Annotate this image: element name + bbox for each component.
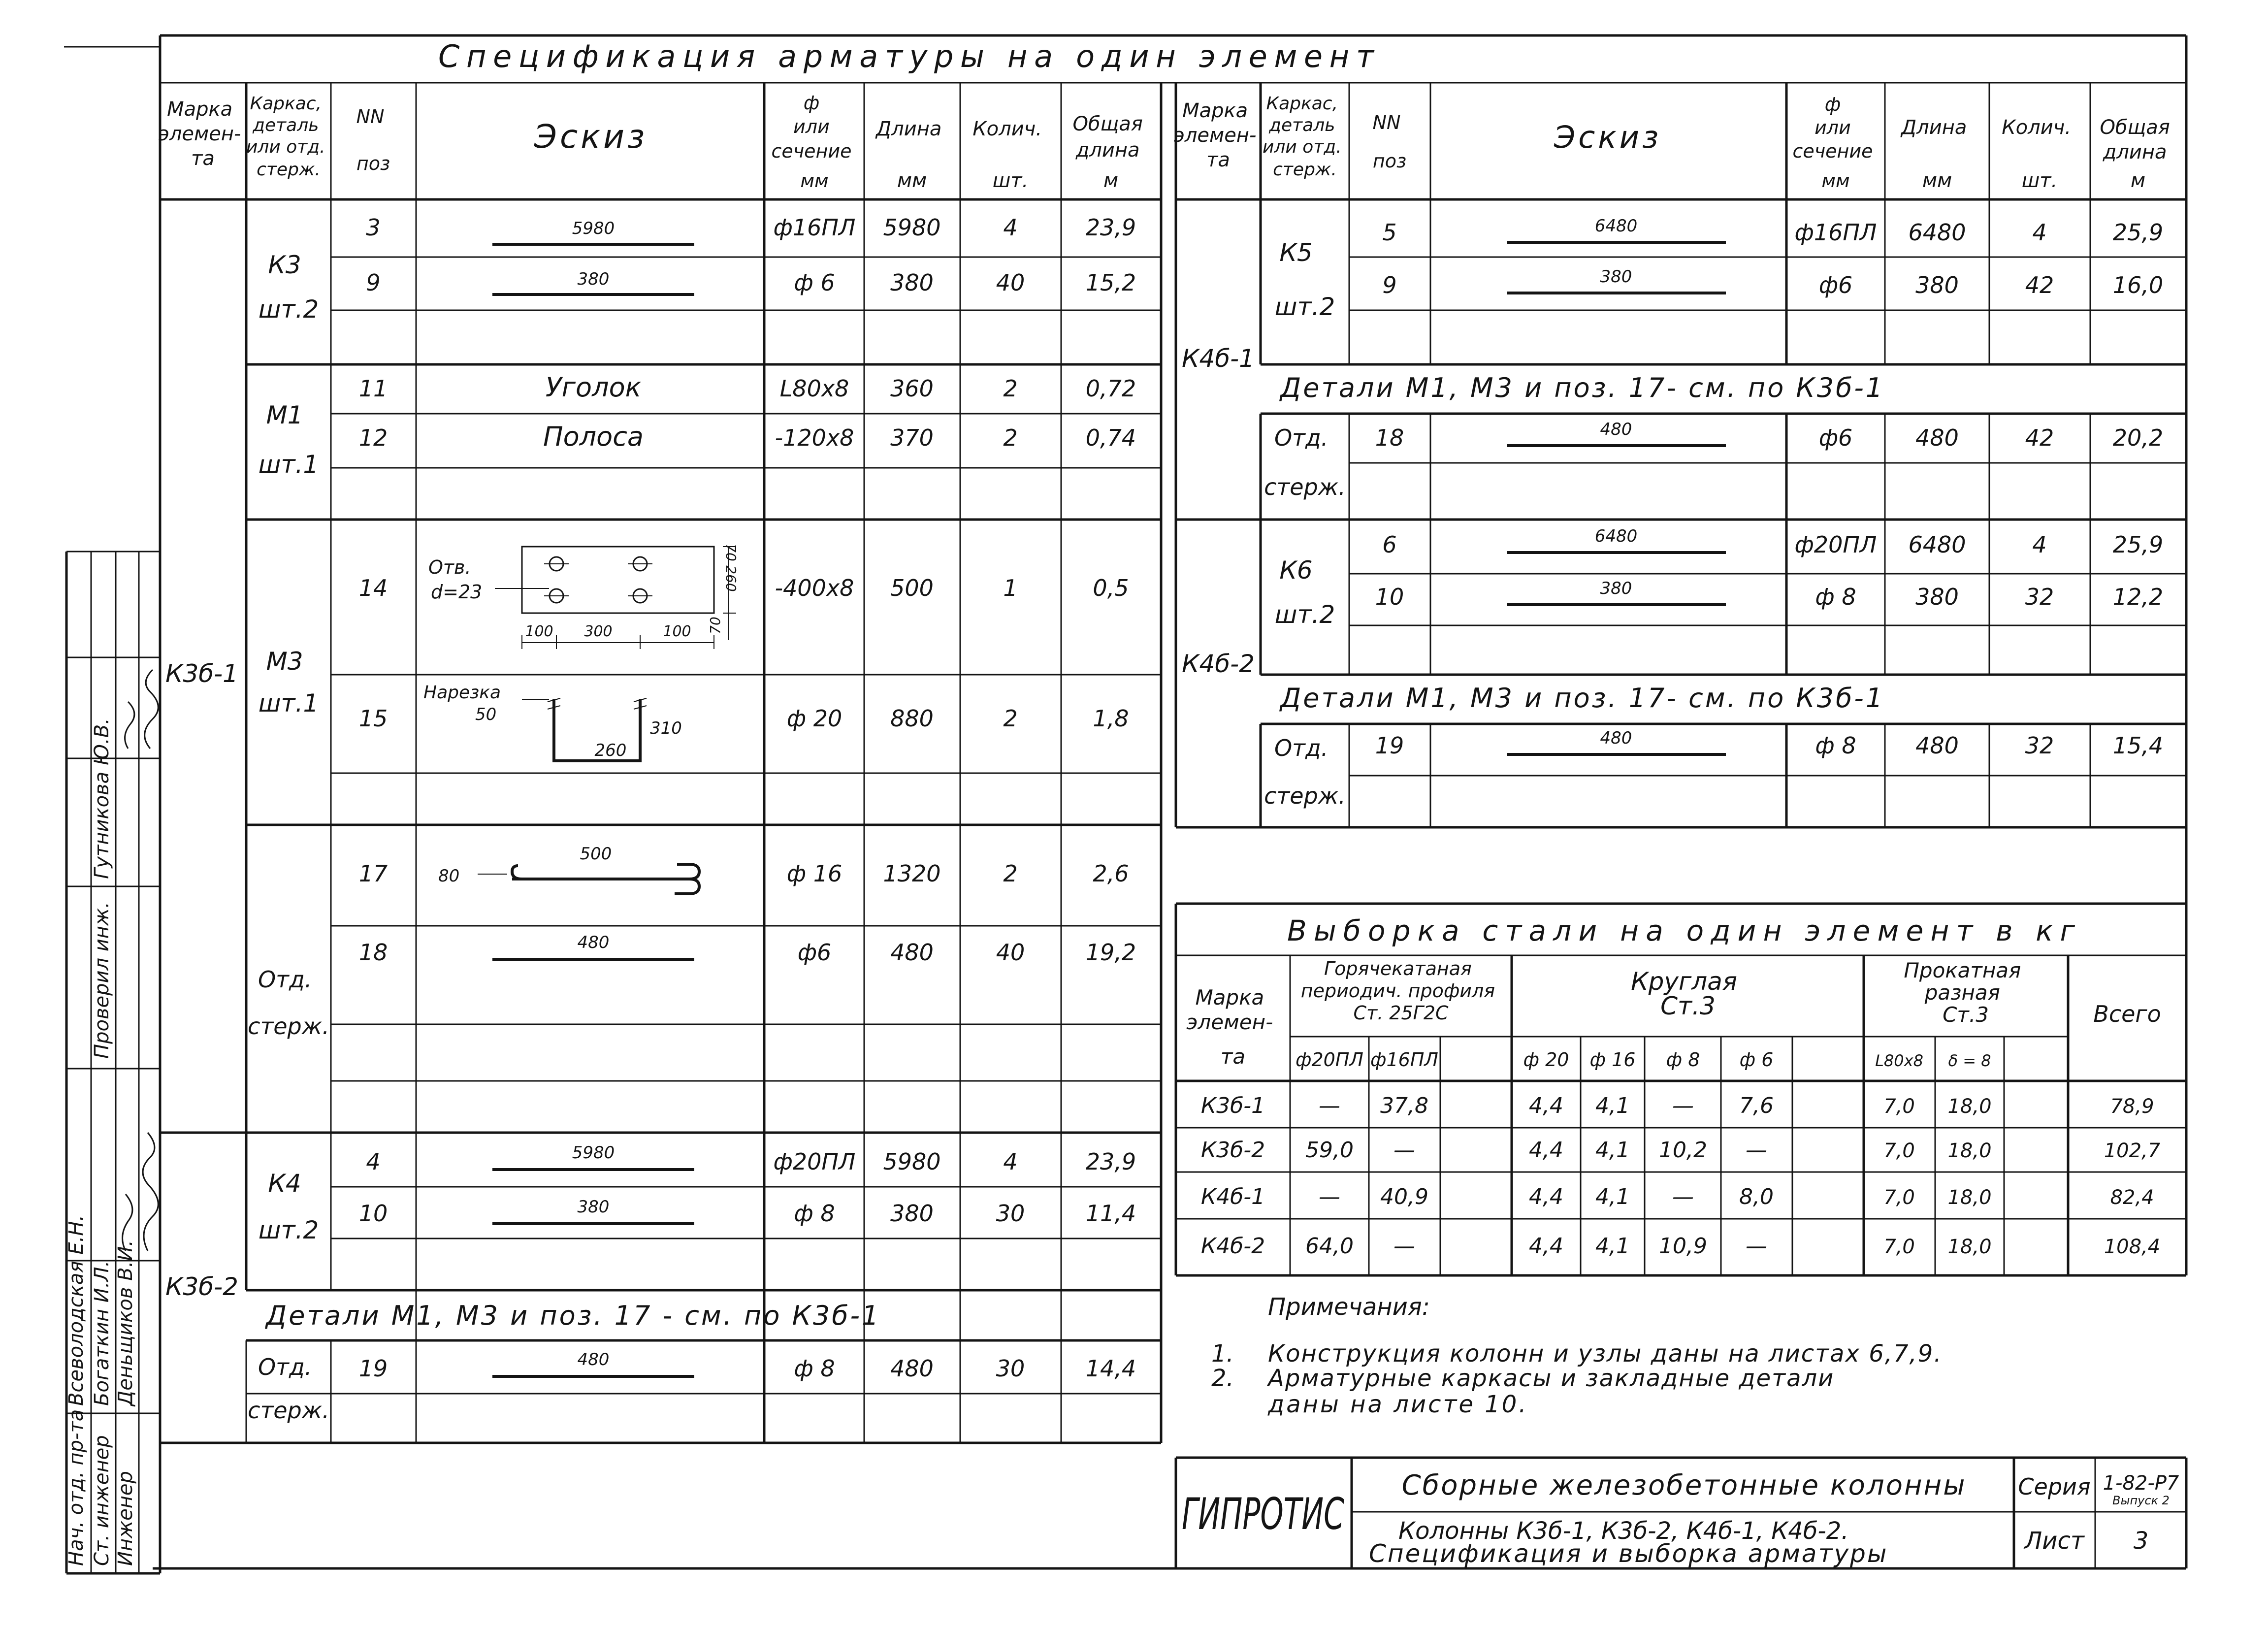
project-title: Сборные железобетонные колонны: [1401, 1469, 1967, 1501]
cell-diam: ф20ПЛ: [1794, 531, 1877, 558]
steel-total: 82,4: [2110, 1186, 2154, 1209]
cell-qty: 4: [1003, 1148, 1018, 1175]
cell-poz: 18: [358, 939, 388, 966]
sketch-label: 5980: [572, 219, 615, 238]
cell-diam: -120х8: [775, 424, 854, 451]
table-row: [1382, 526, 2163, 558]
cell-qty: 32: [2025, 732, 2054, 759]
sketch-label: 380: [1600, 267, 1632, 287]
dim-vert-bot: 70: [707, 617, 723, 634]
plate-sketch: [428, 544, 739, 649]
steel-cell: 18,0: [1947, 1140, 1992, 1162]
table-row: [359, 372, 1136, 403]
ubar-height: 310: [650, 718, 682, 738]
cell-length: 380: [890, 1200, 934, 1227]
sketch-label: 380: [1600, 579, 1632, 598]
cell-poz: 9: [1382, 272, 1397, 298]
sheet-number: 3: [2133, 1527, 2149, 1555]
note-text-cont: даны на листе 10.: [1268, 1391, 1528, 1418]
subheader: ф20ПЛ: [1296, 1049, 1363, 1071]
steel-cell: 7,0: [1883, 1140, 1915, 1162]
cell-diam: ф16ПЛ: [1794, 219, 1877, 246]
hole-label: Отв.: [428, 556, 471, 578]
cell-total: 25,9: [2112, 531, 2164, 558]
stamp-name: Богаткин И.Л.: [91, 1260, 113, 1406]
hooked-bar-sketch: [438, 844, 699, 894]
steel-cell: 18,0: [1947, 1236, 1992, 1258]
cell-poz: 5: [1382, 219, 1397, 246]
hook-length: 80: [438, 866, 460, 886]
sheet-frame: [64, 35, 2186, 1568]
table-row: [359, 421, 1136, 452]
cell-total: 25,9: [2112, 219, 2164, 246]
subheader: ф 16: [1589, 1049, 1636, 1071]
dim-right: 100: [663, 623, 691, 640]
side-stamp: [65, 552, 160, 1573]
table-row: [359, 844, 1129, 894]
cell-qty: 42: [2025, 272, 2054, 298]
series-value: 1-82-Р7: [2103, 1472, 2179, 1495]
marka-k4b2: К4б-2: [1182, 650, 1255, 678]
stamp-role: Проверил инж.: [91, 902, 113, 1059]
steel-row: [1201, 1138, 2161, 1163]
sketch-label: 6480: [1594, 216, 1638, 236]
group-k4: К4 шт.2: [258, 1169, 319, 1244]
cell-diam: ф6: [797, 939, 832, 966]
stamp-role: Ст. инженер: [91, 1435, 113, 1566]
sheet-subtitle-2: Спецификация и выборка арматуры: [1369, 1539, 1888, 1568]
cell-total: 19,2: [1085, 939, 1136, 966]
steel-cell: 7,6: [1739, 1093, 1774, 1118]
header-diam: ф или сечение мм: [1792, 94, 1873, 192]
cell-length: 480: [1915, 424, 1959, 451]
group-k6: К6 шт.2: [1274, 556, 1335, 629]
header-length: Длина мм: [1901, 116, 1967, 192]
table-row: [1375, 420, 2163, 451]
subheader: ф 20: [1523, 1049, 1569, 1071]
cell-diam: ф16ПЛ: [773, 214, 856, 241]
cell-total: 0,72: [1085, 375, 1136, 402]
subheader: ф 8: [1666, 1049, 1700, 1071]
left-spec-table: [159, 83, 1161, 1443]
marka-k4b1: К4б-1: [1182, 344, 1255, 373]
steel-subheaders: [1296, 1049, 1991, 1071]
steel-cell: 64,0: [1305, 1234, 1354, 1259]
steel-header-round: Круглая Ст.3: [1631, 967, 1737, 1020]
table-row: [366, 1143, 1136, 1175]
steel-cell: 37,8: [1380, 1093, 1428, 1118]
cell-length: 480: [1915, 732, 1959, 759]
header-eskiz: Эскиз: [534, 118, 648, 156]
cell-total: 23,9: [1085, 214, 1136, 241]
table-row: [359, 544, 1129, 649]
group-otd-2: Отд. стерж.: [248, 1354, 329, 1424]
header-marka: Марка элемен- та: [1173, 99, 1257, 171]
cell-qty: 40: [996, 939, 1025, 966]
cell-total: 14,4: [1085, 1355, 1136, 1382]
notes-title: Примечания:: [1268, 1293, 1430, 1321]
cell-poz: 11: [358, 375, 388, 402]
steel-table-title: Выборка стали на один элемент в кг: [1287, 914, 2075, 947]
cell-poz: 14: [358, 575, 388, 601]
steel-header-hot: Горячекатаная периодич. профиля Ст. 25Г2С: [1300, 958, 1495, 1024]
cell-diam: ф 6: [794, 269, 835, 296]
subheader: ф16ПЛ: [1370, 1049, 1438, 1071]
cell-diam: ф 8: [1815, 584, 1856, 610]
cell-qty: 30: [996, 1355, 1025, 1382]
dim-left: 100: [525, 623, 553, 640]
note-text: Конструкция колонн и узлы даны на листах 6,7,9.: [1268, 1340, 1943, 1368]
steel-total: 102,7: [2104, 1140, 2161, 1162]
header-qty: Колич. шт.: [972, 118, 1042, 192]
cell-length: 480: [890, 939, 934, 966]
series-issue: Выпуск 2: [2112, 1494, 2170, 1507]
steel-cell: 59,0: [1305, 1138, 1354, 1163]
dim-vert-mid: 260: [723, 565, 739, 592]
details-note: Детали М1, М3 и поз. 17 - см. по К3б-1: [266, 1300, 881, 1331]
steel-cell: 4,1: [1595, 1093, 1630, 1118]
table-row: [1375, 728, 2163, 759]
group-k3: К3 шт.2: [258, 251, 319, 324]
subheader: ф 6: [1739, 1049, 1774, 1071]
stamp-role: Нач. отд. пр-та: [65, 1409, 88, 1566]
cell-diam: ф6: [1818, 272, 1853, 298]
steel-cell: —: [1672, 1093, 1694, 1118]
header-qty: Колич. шт.: [2002, 116, 2072, 192]
table-row: [359, 1197, 1136, 1227]
steel-selection-table: [1176, 904, 2186, 1275]
sheet-label: Лист: [2024, 1527, 2084, 1555]
steel-cell: 7,0: [1883, 1236, 1915, 1258]
group-m3: М3 шт.1: [258, 647, 319, 717]
steel-cell: —: [1746, 1234, 1767, 1259]
cell-qty: 2: [1003, 705, 1018, 732]
cell-diam: -400х8: [775, 575, 854, 601]
steel-cell: 40,9: [1380, 1184, 1428, 1209]
steel-cell: 8,0: [1739, 1184, 1774, 1209]
sketch-label: Полоса: [543, 421, 644, 452]
cell-diam: ф6: [1818, 424, 1853, 451]
header-eskiz: Эскиз: [1554, 119, 1662, 155]
steel-row: [1201, 1234, 2160, 1259]
cell-total: 15,2: [1085, 269, 1136, 296]
header-poz: NN поз: [1372, 112, 1407, 172]
steel-marka: К3б-2: [1200, 1138, 1265, 1163]
series-label: Серия: [2018, 1473, 2091, 1500]
cell-qty: 2: [1003, 424, 1018, 451]
cell-length: 500: [890, 575, 934, 601]
note-text: Арматурные каркасы и закладные детали: [1268, 1365, 1835, 1392]
sketch-label: Уголок: [545, 372, 642, 403]
sketch-label: 380: [577, 269, 610, 289]
marka-k3b1: К3б-1: [165, 659, 238, 688]
cell-total: 11,4: [1085, 1200, 1136, 1227]
cell-length: 380: [890, 269, 934, 296]
marka-k3b2: К3б-2: [165, 1272, 238, 1301]
header-karkas: Каркас, деталь или отд. стерж.: [246, 94, 325, 180]
steel-total: 108,4: [2104, 1236, 2161, 1258]
cell-poz: 10: [1375, 584, 1404, 610]
header-karkas: Каркас, деталь или отд. стерж.: [1262, 94, 1342, 180]
note-number: 1.: [1211, 1340, 1234, 1368]
sketch-label: 480: [1600, 420, 1632, 439]
header-marka: Марка элемен- та: [158, 98, 241, 170]
table-row: [366, 269, 1136, 296]
header-diam: ф или сечение мм: [771, 92, 852, 192]
table-row: [359, 1350, 1136, 1382]
cell-total: 15,4: [2112, 732, 2164, 759]
cell-poz: 6: [1382, 531, 1397, 558]
cell-total: 23,9: [1085, 1148, 1136, 1175]
cell-length: 5980: [883, 1148, 941, 1175]
cell-total: 2,6: [1093, 860, 1129, 887]
steel-header-marka: Марка элемен- та: [1186, 985, 1273, 1069]
steel-marka: К4б-1: [1200, 1184, 1265, 1209]
sketch-label: 380: [577, 1197, 610, 1217]
sketch-label: 500: [580, 844, 612, 864]
cell-diam: ф20ПЛ: [773, 1148, 856, 1175]
right-spec-table: [1174, 83, 2186, 827]
cell-poz: 18: [1375, 424, 1404, 451]
header-total: Общая длина м: [1072, 113, 1143, 192]
cell-diam: ф 20: [786, 705, 842, 732]
cell-total: 12,2: [2112, 584, 2164, 610]
steel-cell: 4,1: [1595, 1184, 1630, 1209]
cell-poz: 15: [358, 705, 388, 732]
left-header: [159, 92, 1149, 192]
table-row: [366, 214, 1136, 244]
table-row: [359, 683, 1129, 761]
cell-length: 380: [1915, 272, 1959, 298]
group-otd-1: Отд. стерж.: [1264, 424, 1346, 500]
sketch-label: 480: [1600, 728, 1632, 748]
cell-length: 880: [890, 705, 934, 732]
cell-poz: 4: [366, 1148, 381, 1175]
cell-qty: 40: [996, 269, 1025, 296]
table-row: [1375, 579, 2163, 610]
cell-length: 380: [1915, 584, 1959, 610]
cell-qty: 1: [1003, 575, 1018, 601]
steel-cell: 4,4: [1529, 1138, 1563, 1163]
steel-cell: 7,0: [1883, 1186, 1915, 1209]
group-k5: К5 шт.2: [1274, 238, 1335, 321]
thread-length: 50: [475, 705, 497, 724]
cell-poz: 12: [358, 424, 388, 451]
steel-cell: 4,4: [1529, 1184, 1563, 1209]
dim-middle: 300: [584, 623, 613, 640]
cell-length: 5980: [883, 214, 941, 241]
cell-total: 16,0: [2112, 272, 2164, 298]
steel-cell: 4,4: [1529, 1093, 1563, 1118]
header-length: Длина мм: [875, 118, 942, 192]
hole-diameter: d=23: [431, 581, 483, 603]
group-otd-2: Отд. стерж.: [1264, 735, 1346, 809]
steel-cell: 18,0: [1947, 1186, 1992, 1209]
thread-label: Нарезка: [423, 683, 501, 703]
cell-qty: 30: [996, 1200, 1025, 1227]
cell-length: 1320: [883, 860, 941, 887]
steel-cell: —: [1319, 1184, 1340, 1209]
steel-cell: —: [1746, 1138, 1767, 1163]
steel-total: 78,9: [2110, 1095, 2154, 1118]
subheader: δ = 8: [1948, 1051, 1991, 1070]
steel-marka: К3б-1: [1200, 1093, 1265, 1118]
cell-qty: 42: [2025, 424, 2054, 451]
steel-row: [1201, 1093, 2154, 1118]
steel-marka: К4б-2: [1200, 1234, 1265, 1259]
steel-row: [1201, 1184, 2154, 1209]
cell-total: 20,2: [2112, 424, 2164, 451]
cell-poz: 19: [1375, 732, 1404, 759]
sketch-label: 480: [577, 1350, 610, 1369]
header-poz: NN поз: [356, 106, 390, 174]
cell-diam: L80х8: [779, 375, 849, 402]
title-block: [1176, 1458, 2186, 1568]
cell-qty: 32: [2025, 584, 2054, 610]
cell-poz: 17: [358, 860, 388, 887]
stamp-name: Гутникова Ю.В.: [91, 718, 113, 879]
steel-cell: 4,4: [1529, 1234, 1563, 1259]
sketch-label: 480: [577, 933, 610, 952]
cell-diam: ф 8: [794, 1200, 835, 1227]
cell-length: 480: [890, 1355, 934, 1382]
steel-cell: —: [1393, 1234, 1415, 1259]
ubar-width: 260: [594, 741, 627, 760]
steel-cell: 4,1: [1595, 1138, 1630, 1163]
group-otd-1: Отд. стерж.: [248, 966, 329, 1040]
steel-cell: —: [1672, 1184, 1694, 1209]
steel-cell: 10,9: [1659, 1234, 1707, 1259]
sketch-label: 6480: [1594, 526, 1638, 546]
cell-diam: ф 8: [794, 1355, 835, 1382]
cell-total: 0,74: [1085, 424, 1136, 451]
table-row: [1382, 216, 2163, 246]
cell-qty: 2: [1003, 375, 1018, 402]
cell-poz: 19: [358, 1355, 388, 1382]
steel-cell: 4,1: [1595, 1234, 1630, 1259]
cell-qty: 2: [1003, 860, 1018, 887]
cell-qty: 4: [2032, 219, 2047, 246]
cell-length: 370: [890, 424, 934, 451]
table-row: [359, 933, 1136, 966]
cell-qty: 4: [2032, 531, 2047, 558]
sheet-subtitle-1: Колонны К3б-1, К3б-2, К4б-1, К4б-2.: [1398, 1517, 1849, 1545]
table-row: [1382, 267, 2163, 298]
cell-poz: 3: [366, 214, 381, 241]
main-title: Спецификация арматуры на один элемент: [438, 38, 1374, 74]
note-number: 2.: [1211, 1365, 1234, 1392]
sketch-label: 5980: [572, 1143, 615, 1163]
steel-cell: —: [1319, 1093, 1340, 1118]
subheader: L80х8: [1875, 1051, 1923, 1070]
signature-1: [123, 1133, 159, 1251]
steel-header-total: Всего: [2093, 1001, 2161, 1027]
notes: [1211, 1293, 1943, 1418]
cell-poz: 9: [366, 269, 381, 296]
cell-length: 360: [890, 375, 934, 402]
cell-qty: 4: [1003, 214, 1018, 241]
details-note: Детали М1, М3 и поз. 17- см. по К3б-1: [1280, 372, 1885, 403]
steel-cell: 7,0: [1883, 1095, 1915, 1118]
signature-2: [125, 670, 159, 749]
cell-poz: 10: [358, 1200, 388, 1227]
stamp-name: Деньщиков В.И.: [114, 1240, 137, 1406]
u-bar-sketch: [423, 683, 682, 761]
steel-cell: 10,2: [1659, 1138, 1707, 1163]
stamp-name: Всеволодская Е.Н.: [65, 1214, 88, 1406]
dim-vert-top: 70: [723, 544, 739, 561]
cell-total: 1,8: [1093, 705, 1129, 732]
group-m1: М1 шт.1: [258, 401, 319, 479]
steel-cell: —: [1393, 1138, 1415, 1163]
steel-header-rolled: Прокатная разная Ст.3: [1904, 958, 2021, 1027]
steel-cell: 18,0: [1947, 1095, 1992, 1118]
cell-total: 0,5: [1093, 575, 1129, 601]
cell-diam: ф 16: [786, 860, 842, 887]
details-note: Детали М1, М3 и поз. 17- см. по К3б-1: [1280, 683, 1885, 714]
cell-diam: ф 8: [1815, 732, 1856, 759]
org-logo: ГИПРОТИС: [1182, 1489, 1345, 1539]
stamp-role: Инженер: [114, 1471, 137, 1566]
cell-length: 6480: [1908, 531, 1966, 558]
header-total: Общая длина м: [2100, 116, 2170, 192]
cell-length: 6480: [1908, 219, 1966, 246]
